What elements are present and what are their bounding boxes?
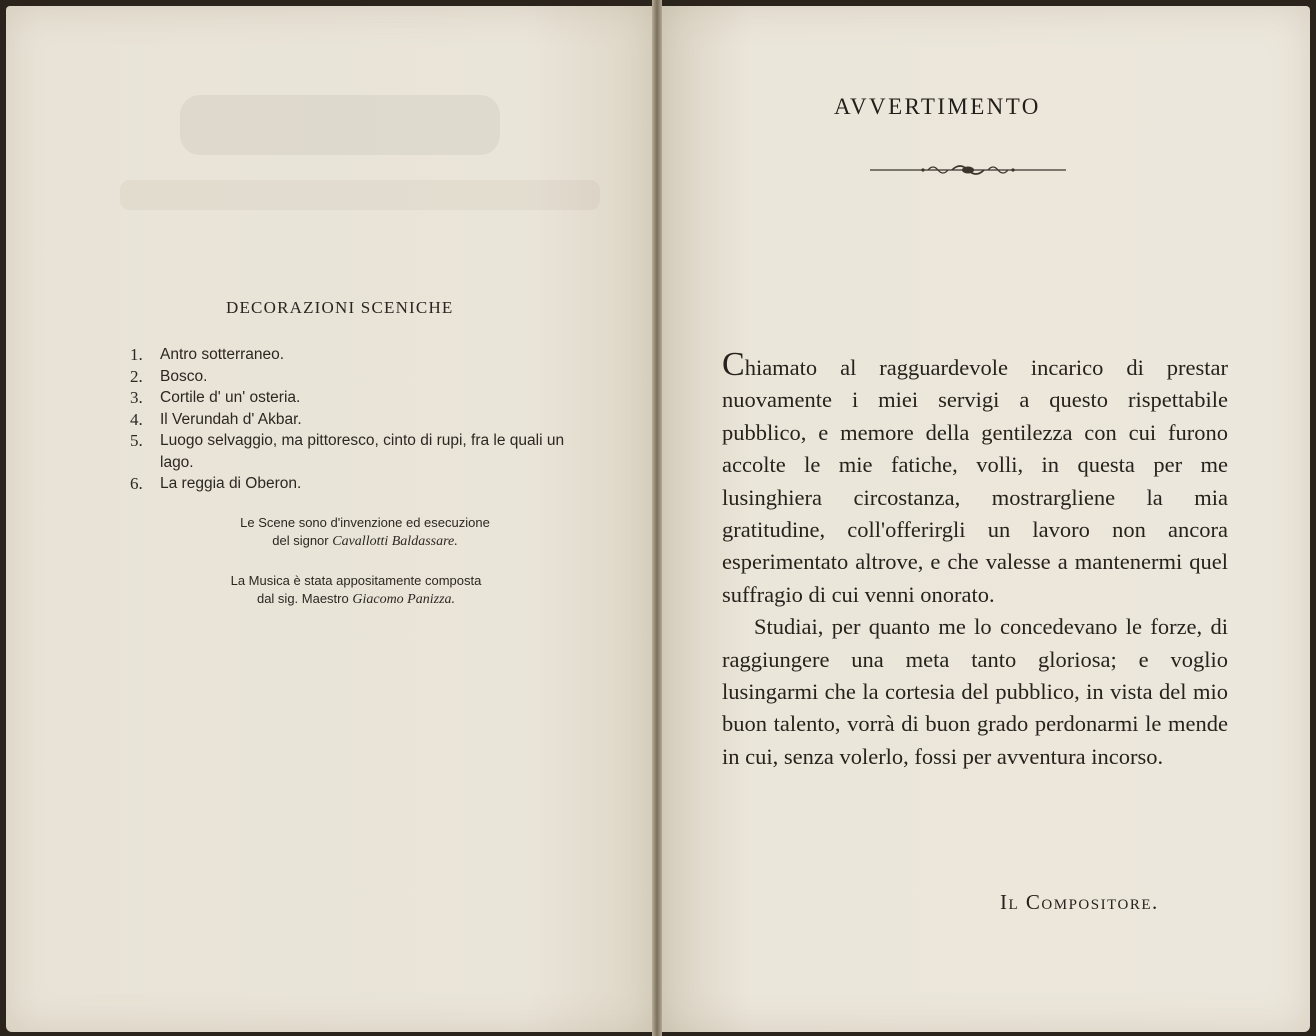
book-gutter [652, 0, 662, 1036]
page-title: AVVERTIMENTO [834, 94, 1041, 119]
music-credit-line2 [136, 590, 576, 609]
composer-name: Giacomo Panizza. [352, 592, 456, 607]
decorations-heading: DECORAZIONI SCENICHE [226, 298, 454, 317]
ornament-divider-icon [868, 158, 1068, 182]
music-credit-prefix: dal sig. Maestro [256, 591, 349, 606]
signature: Il Compositore. [1000, 890, 1159, 914]
scene-number: 3. [130, 388, 143, 407]
paragraph-1-text: hiamato al ragguardevole incarico di prestar nuovamente i miei servigi a questo rispettabile pubblico, e memore della gentilezza con cui furono accolte le mie fatiche, volli, in questa per me lusinghiera circostanza, mostrargliene la mia gratitudine, coll'offerirgli un lavoro non ancora esperimentato altrove, e che valesse a mantenermi quel suffragio di cui venni onorato. [722, 355, 1228, 607]
scenery-credit-line2 [145, 532, 585, 551]
scene-text: Luogo selvaggio, ma pittoresco, cinto di rupi, fra le quali un lago. [160, 432, 565, 471]
paragraph-1 [722, 346, 1228, 611]
scenery-designer-name: Cavallotti Baldassare. [332, 534, 458, 549]
scene-text: Antro sotterraneo. [160, 346, 285, 363]
scene-item [130, 366, 600, 388]
scene-text: Il Verundah d' Akbar. [160, 410, 302, 428]
notice-body [722, 346, 1228, 773]
scene-text: La reggia di Oberon. [160, 475, 302, 492]
music-credit [136, 572, 576, 609]
scene-item [130, 473, 600, 495]
scene-number: 2. [130, 366, 143, 386]
scene-item [130, 387, 600, 409]
scene-number: 5. [130, 431, 143, 450]
scene-number: 4. [130, 409, 143, 429]
scenery-credit-prefix: del signor [272, 533, 329, 548]
scenery-credit-line1: Le Scene sono d'invenzione ed esecuzione [240, 515, 490, 530]
scene-text: Bosco. [160, 367, 208, 385]
scenery-credit [145, 514, 585, 551]
music-credit-line1: La Musica è stata appositamente composta [230, 573, 482, 588]
scene-number: 1. [130, 345, 143, 364]
scene-item [130, 409, 600, 431]
scene-number: 6. [130, 474, 143, 493]
scene-text: Cortile d' un' osteria. [160, 389, 301, 406]
scene-item [130, 430, 600, 473]
scene-item [130, 344, 600, 366]
scene-list [130, 344, 600, 495]
drop-cap: C [722, 346, 745, 383]
paragraph-2: Studiai, per quanto me lo concedevano le forze, di raggiungere una meta tanto gloriosa; e voglio lusingarmi che la cortesia del pubblico, in vista del mio buon talento, vorrà di buon grado perdonarmi le mende in cui, senza volerlo, fossi per avventura incorso. [722, 614, 1228, 769]
